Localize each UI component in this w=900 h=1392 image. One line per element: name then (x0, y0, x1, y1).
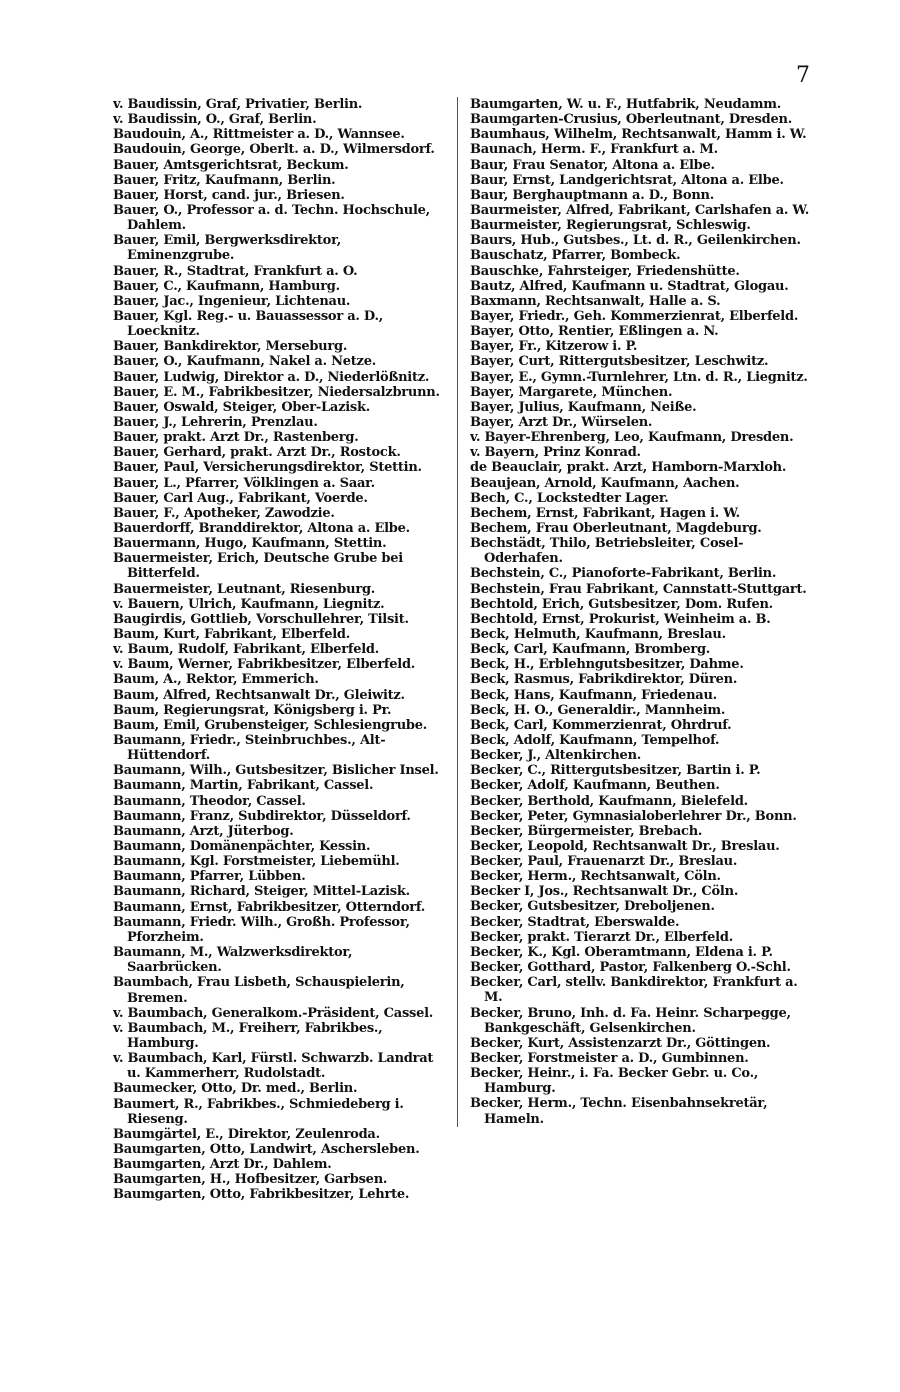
directory-entry: Becker, Peter, Gymnasialoberlehrer Dr., Bonn. (470, 808, 797, 824)
page-number: 7 (796, 63, 810, 88)
directory-entry: Becker, Kurt, Assistenzarzt Dr., Göttingen. (470, 1035, 771, 1051)
directory-entry: Baumgarten, Arzt Dr., Dahlem. (113, 1157, 332, 1173)
directory-entry: v. Baumbach, Karl, Fürstl. Schwarzb. Landrat u. Kammerherr, Rudolstadt. (113, 1051, 434, 1082)
directory-entry: Baumert, R., Fabrikbes., Schmiedeberg i. Rieseng. (113, 1096, 404, 1127)
directory-entry: Baumhaus, Wilhelm, Rechtsanwalt, Hamm i. W. (470, 127, 807, 143)
directory-entry: Baur, Ernst, Landgerichtsrat, Altona a. Elbe. (470, 172, 784, 188)
directory-entry: Becker, Leopold, Rechtsanwalt Dr., Breslau. (470, 838, 780, 854)
directory-entry: v. Baumbach, Generalkom.-Präsident, Cassel. (113, 1005, 434, 1021)
directory-entry: Bechtold, Erich, Gutsbesitzer, Dom. Rufen. (470, 596, 773, 612)
directory-entry: Baum, Emil, Grubensteiger, Schlesiengrube. (113, 717, 428, 733)
directory-entry: Becker, J., Altenkirchen. (470, 748, 642, 764)
directory-entry: v. Bauern, Ulrich, Kaufmann, Liegnitz. (113, 596, 385, 612)
directory-entry: Baumann, Domänenpächter, Kessin. (113, 839, 371, 855)
directory-entry: Bauer, Paul, Versicherungsdirektor, Stettin. (113, 460, 422, 476)
directory-entry: Bayer, E., Gymn.-Turnlehrer, Ltn. d. R., Liegnitz. (470, 369, 808, 385)
directory-entry: Bauer, Amtsgerichtsrat, Beckum. (113, 157, 349, 173)
directory-entry: Baumgarten, Otto, Fabrikbesitzer, Lehrte. (113, 1187, 410, 1203)
directory-entry: Bauer, Oswald, Steiger, Ober-Lazisk. (113, 399, 371, 415)
directory-entry: Baumann, Arzt, Jüterbog. (113, 823, 294, 839)
directory-entry: Bauer, L., Pfarrer, Völklingen a. Saar. (113, 475, 375, 491)
directory-entry: Beck, Carl, Kommerzienrat, Ohrdruf. (470, 717, 732, 733)
directory-entry: de Beauclair, prakt. Arzt, Hamborn-Marxloh. (470, 460, 787, 476)
directory-entry: Bayer, Curt, Rittergutsbesitzer, Leschwitz. (470, 354, 769, 370)
directory-entry: v. Baum, Rudolf, Fabrikant, Elberfeld. (113, 642, 380, 658)
directory-entry: Bauermann, Hugo, Kaufmann, Stettin. (113, 536, 387, 552)
directory-entry: Beck, H. O., Generaldir., Mannheim. (470, 702, 726, 718)
directory-entry: Becker, K., Kgl. Oberamtmann, Eldena i. P. (470, 944, 773, 960)
directory-entry: Bayer, Arzt Dr., Würselen. (470, 414, 653, 430)
directory-entry: Bauer, Jac., Ingenieur, Lichtenau. (113, 293, 351, 309)
directory-entry: Baumann, Ernst, Fabrikbesitzer, Otterndorf. (113, 899, 426, 915)
directory-entry: Bauer, C., Kaufmann, Hamburg. (113, 278, 340, 294)
directory-entry: Baumann, Martin, Fabrikant, Cassel. (113, 778, 374, 794)
directory-entry: Bauer, R., Stadtrat, Frankfurt a. O. (113, 263, 358, 279)
directory-entry: Becker I, Jos., Rechtsanwalt Dr., Cöln. (470, 884, 739, 900)
directory-entry: Baumann, Pfarrer, Lübben. (113, 869, 306, 885)
directory-entry: Bauer, Gerhard, prakt. Arzt Dr., Rostock. (113, 445, 401, 461)
directory-entry: Bauschatz, Pfarrer, Bombeck. (470, 248, 681, 264)
right-column (470, 97, 815, 1127)
directory-entry: Baumgarten, H., Hofbesitzer, Garbsen. (113, 1172, 388, 1188)
directory-entry: Beck, H., Erblehngutsbesitzer, Dahme. (470, 657, 744, 673)
directory-entry: Baumgarten, W. u. F., Hutfabrik, Neudamm. (470, 97, 781, 112)
directory-entry: Becker, Berthold, Kaufmann, Bielefeld. (470, 793, 748, 809)
directory-entry: Bechem, Ernst, Fabrikant, Hagen i. W. (470, 505, 740, 521)
directory-entry: Beaujean, Arnold, Kaufmann, Aachen. (470, 475, 740, 491)
directory-entry: Bayer, Friedr., Geh. Kommerzienrat, Elberfeld. (470, 308, 799, 324)
directory-entry: Bechstädt, Thilo, Betriebsleiter, Cosel-Oderhafen. (470, 536, 744, 567)
directory-entry: Baunach, Herm. F., Frankfurt a. M. (470, 142, 718, 158)
directory-entry: Becker, Paul, Frauenarzt Dr., Breslau. (470, 854, 738, 870)
directory-entry: Bauer, Ludwig, Direktor a. D., Niederlößnitz. (113, 369, 430, 385)
directory-entry: Becker, Forstmeister a. D., Gumbinnen. (470, 1050, 749, 1066)
directory-entry: Baugirdis, Gottlieb, Vorschullehrer, Tilsit. (113, 611, 409, 627)
directory-entry: Baur, Frau Senator, Altona a. Elbe. (470, 157, 715, 173)
directory-entry: Beck, Rasmus, Fabrikdirektor, Düren. (470, 672, 738, 688)
directory-entry: Becker, C., Rittergutsbesitzer, Bartin i. P. (470, 763, 761, 779)
directory-entry: Becker, prakt. Tierarzt Dr., Elberfeld. (470, 929, 733, 945)
directory-entry: Baumann, Wilh., Gutsbesitzer, Bislicher Insel. (113, 763, 439, 779)
directory-entry: Baxmann, Rechtsanwalt, Halle a. S. (470, 293, 721, 309)
directory-entry: Bauermeister, Erich, Deutsche Grube bei Bitterfeld. (113, 551, 403, 582)
directory-entry: Baumann, M., Walzwerksdirektor, Saarbrücken. (113, 945, 353, 976)
directory-entry: Baumann, Franz, Subdirektor, Düsseldorf. (113, 808, 411, 824)
directory-entry: Bayer, Julius, Kaufmann, Neiße. (470, 399, 697, 415)
column-divider (457, 97, 458, 1127)
directory-entry: Bayer, Margarete, München. (470, 384, 673, 400)
directory-entry: Bauer, J., Lehrerin, Prenzlau. (113, 415, 318, 431)
directory-entry: Baurs, Hub., Gutsbes., Lt. d. R., Geilenkirchen. (470, 233, 801, 249)
directory-entry: Bauer, Bankdirektor, Merseburg. (113, 339, 348, 355)
directory-entry: Baumann, Friedr., Steinbruchbes., Alt-Hüttendorf. (113, 733, 386, 764)
directory-entry: Baumgarten-Crusius, Oberleutnant, Dresden. (470, 112, 792, 128)
directory-entry: Becker, Carl, stellv. Bankdirektor, Frankfurt a. M. (470, 975, 798, 1006)
directory-entry: Becker, Herm., Techn. Eisenbahnsekretär, Hameln. (470, 1096, 768, 1127)
directory-entry: v. Bayer-Ehrenberg, Leo, Kaufmann, Dresden. (470, 430, 794, 446)
directory-entry: Bauerdorff, Branddirektor, Altona a. Elbe. (113, 521, 410, 537)
directory-entry: Bauer, Fritz, Kaufmann, Berlin. (113, 172, 336, 188)
directory-entry: Bechtold, Ernst, Prokurist, Weinheim a. B. (470, 611, 771, 627)
directory-entry: Becker, Gutsbesitzer, Dreboljenen. (470, 899, 715, 915)
directory-entry: Becker, Bürgermeister, Brebach. (470, 823, 703, 839)
directory-entry: Baum, Kurt, Fabrikant, Elberfeld. (113, 627, 351, 643)
directory-entry: Bauer, prakt. Arzt Dr., Rastenberg. (113, 430, 359, 446)
directory-entry: Baum, Alfred, Rechtsanwalt Dr., Gleiwitz. (113, 687, 405, 703)
directory-entry: v. Baudissin, Graf, Privatier, Berlin. (113, 97, 363, 112)
directory-entry: Bauer, Kgl. Reg.- u. Bauassessor a. D., Loecknitz. (113, 309, 384, 340)
directory-entry: Baumann, Friedr. Wilh., Großh. Professor, Pforzheim. (113, 914, 410, 945)
directory-entry: Beck, Adolf, Kaufmann, Tempelhof. (470, 732, 720, 748)
directory-entry: Bautz, Alfred, Kaufmann u. Stadtrat, Glogau. (470, 278, 789, 294)
directory-entry: Bauer, O., Kaufmann, Nakel a. Netze. (113, 354, 376, 370)
directory-entry: Baurmeister, Regierungsrat, Schleswig. (470, 218, 751, 234)
directory-entry: Bech, C., Lockstedter Lager. (470, 490, 669, 506)
directory-entry: Baur, Berghauptmann a. D., Bonn. (470, 187, 714, 203)
directory-entry: Bechstein, C., Pianoforte-Fabrikant, Berlin. (470, 566, 777, 582)
directory-entry: Becker, Heinr., i. Fa. Becker Gebr. u. Co., Hamburg. (470, 1066, 759, 1097)
directory-entry: Becker, Gotthard, Pastor, Falkenberg O.-Schl. (470, 960, 791, 976)
directory-entry: Baumecker, Otto, Dr. med., Berlin. (113, 1081, 358, 1097)
directory-entry: v. Baumbach, M., Freiherr, Fabrikbes., Hamburg. (113, 1020, 383, 1051)
directory-entry: Baudouin, George, Oberlt. a. D., Wilmersdorf. (113, 142, 435, 158)
directory-entry: Baudouin, A., Rittmeister a. D., Wannsee. (113, 127, 405, 143)
directory-entry: Bechem, Frau Oberleutnant, Magdeburg. (470, 520, 762, 536)
directory-entry: Baumann, Theodor, Cassel. (113, 793, 306, 809)
directory-entry: Becker, Herm., Rechtsanwalt, Cöln. (470, 869, 721, 885)
left-column (113, 97, 448, 1203)
directory-entry: Bauer, F., Apotheker, Zawodzie. (113, 505, 335, 521)
directory-entry: Beck, Hans, Kaufmann, Friedenau. (470, 687, 717, 703)
directory-entry: Baum, Regierungsrat, Königsberg i. Pr. (113, 702, 392, 718)
directory-entry: Bauer, E. M., Fabrikbesitzer, Niedersalzbrunn. (113, 384, 440, 400)
directory-entry: Becker, Bruno, Inh. d. Fa. Heinr. Scharpegge, Bankgeschäft, Gelsenkirchen. (470, 1005, 791, 1036)
directory-entry: Bauer, Emil, Bergwerksdirektor, Eminenzgrube. (113, 233, 342, 264)
directory-entry: Baumgärtel, E., Direktor, Zeulenroda. (113, 1126, 380, 1142)
directory-entry: Becker, Adolf, Kaufmann, Beuthen. (470, 778, 720, 794)
directory-entry: Bechstein, Frau Fabrikant, Cannstatt-Stuttgart. (470, 581, 807, 597)
directory-entry: Baumann, Kgl. Forstmeister, Liebemühl. (113, 854, 400, 870)
directory-entry: Bayer, Otto, Rentier, Eßlingen a. N. (470, 324, 719, 340)
directory-entry: v. Baum, Werner, Fabrikbesitzer, Elberfeld. (113, 657, 416, 673)
directory-entry: Bayer, Fr., Kitzerow i. P. (470, 339, 638, 355)
directory-entry: Baumbach, Frau Lisbeth, Schauspielerin, Bremen. (113, 975, 405, 1006)
directory-entry: Bauer, O., Professor a. d. Techn. Hochschule, Dahlem. (113, 202, 430, 234)
directory-entry: Baum, A., Rektor, Emmerich. (113, 672, 319, 688)
directory-entry: Beck, Helmuth, Kaufmann, Breslau. (470, 626, 726, 642)
directory-entry: Baumann, Richard, Steiger, Mittel-Lazisk. (113, 884, 410, 900)
directory-entry: v. Baudissin, O., Graf, Berlin. (113, 112, 317, 128)
directory-entry: Baurmeister, Alfred, Fabrikant, Carlshafen a. W. (470, 202, 810, 218)
directory-entry: Bauer, Carl Aug., Fabrikant, Voerde. (113, 490, 368, 506)
directory-entry: Becker, Stadtrat, Eberswalde. (470, 914, 680, 930)
directory-entry: Bauschke, Fahrsteiger, Friedenshütte. (470, 263, 740, 279)
directory-entry: v. Bayern, Prinz Konrad. (470, 445, 641, 461)
directory-entry: Bauermeister, Leutnant, Riesenburg. (113, 581, 376, 597)
directory-entry: Bauer, Horst, cand. jur., Briesen. (113, 187, 345, 203)
directory-entry: Beck, Carl, Kaufmann, Bromberg. (470, 642, 711, 658)
directory-entry: Baumgarten, Otto, Landwirt, Aschersleben. (113, 1142, 420, 1158)
